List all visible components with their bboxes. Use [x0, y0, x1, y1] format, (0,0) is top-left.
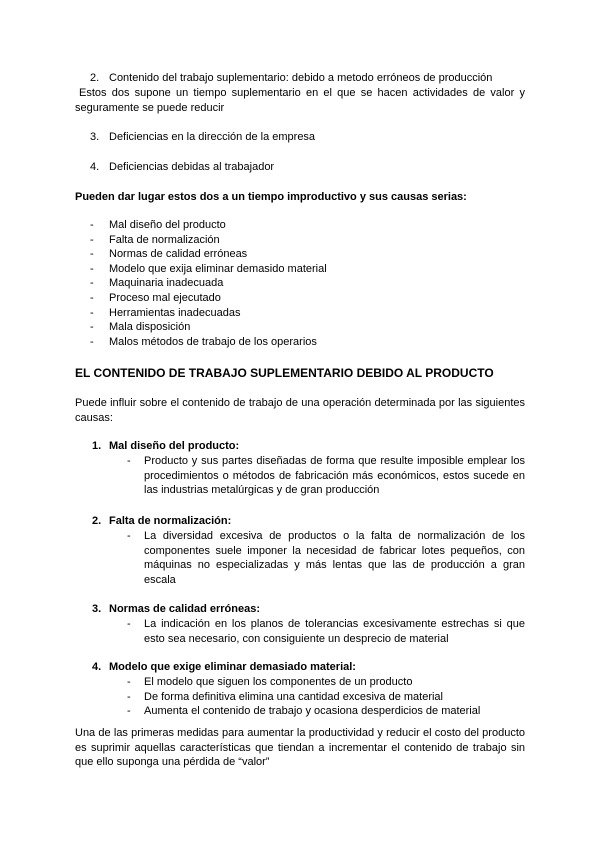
- point-text: De forma definitiva elimina una cantidad excesiva de material: [144, 690, 443, 703]
- cause-item: [90, 335, 510, 350]
- dash-bullet: -: [90, 233, 94, 246]
- point-text: La indicación en los planos de tolerancias excesivamente estrechas si que esto sea necesario, con consiguiente un desprecio de material: [144, 618, 525, 645]
- list-item-text: Contenido del trabajo suplementario: debido a metodo erróneos de producción: [109, 72, 493, 84]
- dash-bullet: -: [90, 335, 94, 348]
- list-number: 3.: [90, 131, 100, 143]
- cause-item: [90, 233, 510, 248]
- subsection-points: [127, 617, 525, 646]
- subsection-title: Normas de calidad erróneas:: [109, 603, 261, 615]
- cause-item: [90, 276, 510, 291]
- dash-bullet: -: [90, 291, 94, 304]
- subsection-point: [127, 454, 525, 498]
- cause-text: Falta de normalización: [109, 233, 220, 246]
- cause-item: [90, 320, 510, 335]
- list-item-text: Deficiencias en la dirección de la empresa: [109, 131, 316, 143]
- dash-bullet: -: [127, 676, 131, 688]
- subsection-points: [127, 529, 525, 587]
- point-text: La diversidad excesiva de productos o la falta de normalización de los componentes suele imponer la necesidad de fabricar lotes pequeños, con máquinas no especializadas y más lentas que las de producción a gran escala: [144, 530, 525, 586]
- cause-text: Malos métodos de trabajo de los operarios: [109, 335, 317, 348]
- cause-text: Herramientas inadecuadas: [109, 306, 241, 319]
- cause-text: Maquinaria inadecuada: [109, 277, 224, 290]
- subsection-title: Mal diseño del producto:: [109, 440, 240, 452]
- cause-text: Proceso mal ejecutado: [109, 291, 221, 304]
- point-text: Aumenta el contenido de trabajo y ocasiona desperdicios de material: [144, 705, 481, 718]
- dash-bullet: -: [90, 262, 94, 275]
- cause-text: Mala disposición: [109, 321, 191, 334]
- dash-bullet: -: [90, 306, 94, 319]
- dash-bullet: -: [127, 530, 131, 542]
- section-title: EL CONTENIDO DE TRABAJO SUPLEMENTARIO DEBIDO AL PRODUCTO: [75, 366, 494, 380]
- subsection-point: [127, 529, 525, 587]
- dash-bullet: -: [127, 690, 131, 703]
- dash-bullet: -: [127, 618, 131, 630]
- point-text: El modelo que siguen los componentes de un producto: [144, 676, 413, 688]
- cause-item: [90, 247, 510, 262]
- dash-bullet: -: [90, 321, 94, 334]
- subsection-title: Falta de normalización:: [109, 515, 232, 527]
- causes-heading: Pueden dar lugar estos dos a un tiempo improductivo y sus causas serias:: [75, 191, 467, 203]
- subsection-point: [127, 690, 525, 705]
- subsection-number: 2.: [92, 515, 102, 527]
- subsection-number: 3.: [92, 603, 102, 615]
- list-item-text: Deficiencias debidas al trabajador: [109, 161, 275, 173]
- causes-list: [90, 218, 510, 349]
- list-number: 2.: [90, 72, 100, 84]
- subsection-point: [127, 675, 525, 690]
- cause-item: [90, 262, 510, 277]
- subsection-point: [127, 617, 525, 646]
- list-number: 4.: [90, 161, 100, 173]
- dash-bullet: -: [90, 248, 94, 261]
- dash-bullet: -: [127, 705, 131, 718]
- dash-bullet: -: [90, 277, 94, 290]
- cause-text: Normas de calidad erróneas: [109, 248, 248, 261]
- cause-item: [90, 291, 510, 306]
- subsection-number: 1.: [92, 440, 102, 452]
- dash-bullet: -: [90, 219, 94, 231]
- subsection-number: 4.: [92, 661, 102, 673]
- dash-bullet: -: [127, 455, 131, 467]
- point-text: Producto y sus partes diseñadas de forma que resulte imposible emplear los procedimientos o métodos de fabricación más económicos, estos sucede en las industrias metalúrgicas y de gran producción: [144, 455, 525, 497]
- explanation-paragraph: Estos dos supone un tiempo suplementario en el que se hacen actividades de valor y seguramente se puede reducir: [75, 87, 525, 114]
- section-intro: Puede influir sobre el contenido de trabajo de una operación determinada por las siguientes causas:: [75, 397, 525, 424]
- subsection-points: [127, 454, 525, 498]
- subsection-points: [127, 675, 525, 719]
- closing-paragraph: Una de las primeras medidas para aumentar la productividad y reducir el costo del producto es suprimir aquellas características que tiendan a incrementar el contenido de trabajo sin que ello suponga una pérdida de “valor”: [75, 727, 525, 769]
- subsection-title: Modelo que exige eliminar demasiado material:: [109, 661, 356, 673]
- cause-item: [90, 218, 510, 233]
- cause-text: Modelo que exija eliminar demasido material: [109, 262, 327, 275]
- cause-item: [90, 306, 510, 321]
- subsection-point: [127, 704, 525, 719]
- cause-text: Mal diseño del producto: [109, 219, 226, 231]
